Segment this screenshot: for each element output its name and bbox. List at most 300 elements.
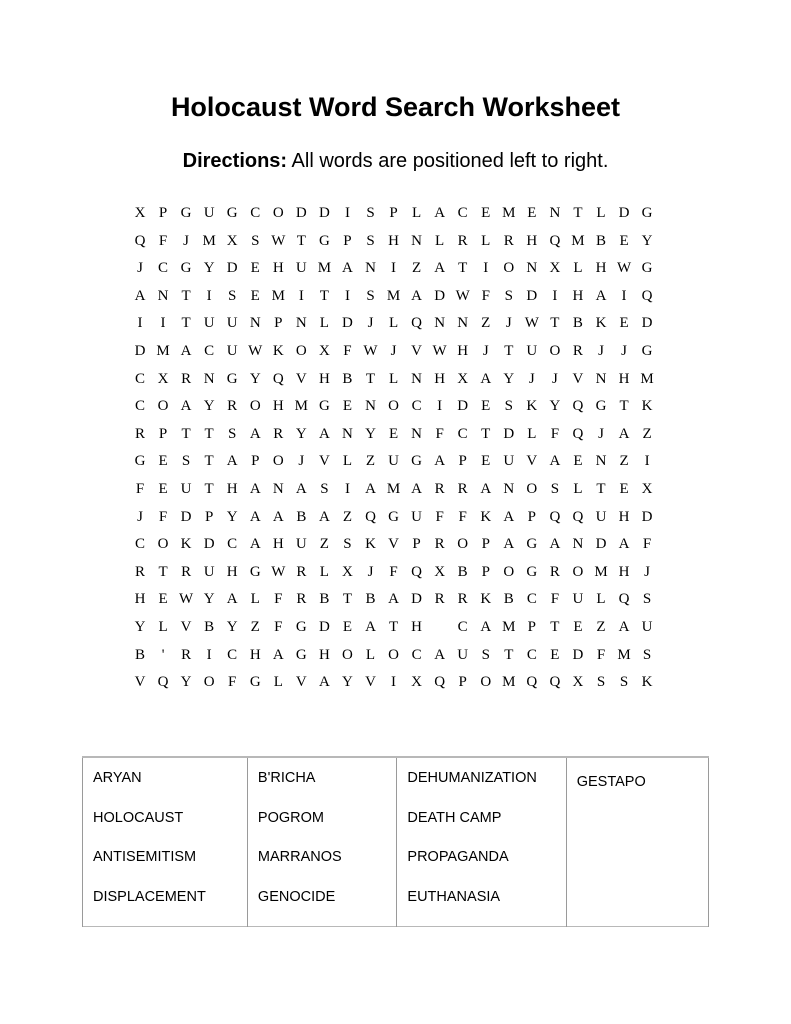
grid-letter: H	[457, 342, 469, 359]
grid-letter: I	[206, 646, 212, 663]
grid-letter: J	[528, 370, 535, 387]
grid-letter: H	[249, 646, 261, 663]
grid-letter: G	[249, 674, 261, 691]
grid-letter: N	[272, 480, 284, 497]
grid-letter: Q	[157, 674, 169, 691]
grid-letter: C	[134, 536, 145, 553]
grid-letter: F	[435, 508, 444, 525]
grid-letter: Y	[249, 370, 261, 387]
grid-letter: K	[180, 536, 192, 553]
grid-letter: R	[181, 370, 192, 387]
grid-letter: Q	[572, 508, 584, 525]
grid-letter: Q	[572, 398, 584, 415]
grid-letter: A	[342, 260, 353, 277]
grid-letter: E	[481, 205, 491, 221]
grid-letter: L	[573, 480, 583, 497]
grid-letter: F	[158, 508, 168, 525]
grid-letter: X	[134, 205, 146, 221]
grid-letter: U	[457, 646, 469, 663]
grid-letter: T	[342, 591, 353, 608]
grid-letter: Q	[134, 232, 146, 249]
grid-letter: Q	[365, 508, 376, 525]
grid-letter: R	[457, 232, 468, 249]
grid-letter: D	[526, 287, 538, 304]
grid-letter: T	[388, 618, 399, 635]
grid-letter: L	[388, 315, 399, 332]
grid-letter: I	[344, 480, 350, 497]
grid-letter: A	[180, 342, 192, 359]
grid-letter: A	[434, 453, 446, 470]
grid-letter: L	[365, 646, 376, 663]
grid-letter: X	[411, 674, 423, 691]
grid-letter: I	[344, 287, 350, 304]
grid-letter: A	[388, 591, 399, 608]
grid-letter: N	[365, 398, 376, 415]
word-bank-column-2	[247, 757, 396, 927]
grid-letter: I	[160, 315, 166, 332]
grid-row	[130, 397, 660, 425]
grid-letter: S	[366, 232, 375, 249]
grid-letter: G	[526, 563, 538, 580]
grid-letter: C	[411, 398, 422, 415]
grid-letter: D	[318, 618, 330, 635]
grid-letter: L	[319, 563, 329, 580]
grid-letter: O	[295, 342, 307, 359]
word-bank-column-1	[83, 757, 248, 927]
grid-letter: N	[595, 370, 607, 387]
grid-letter: M	[617, 646, 631, 663]
grid-letter: T	[296, 232, 306, 249]
grid-letter: C	[457, 425, 468, 442]
grid-letter: G	[249, 563, 261, 580]
grid-letter: N	[342, 425, 353, 442]
grid-letter: A	[226, 453, 238, 470]
grid-row	[130, 535, 660, 563]
grid-letter: O	[503, 563, 515, 580]
grid-letter: B	[503, 591, 514, 608]
grid-letter: X	[434, 563, 446, 580]
grid-letter: T	[573, 205, 583, 221]
grid-letter: Y	[641, 232, 653, 249]
grid-letter: C	[457, 618, 468, 635]
grid-letter: A	[618, 425, 630, 442]
grid-letter: E	[158, 591, 168, 608]
grid-letter: P	[204, 508, 214, 525]
grid-letter: E	[481, 398, 491, 415]
grid-letter: N	[595, 453, 607, 470]
grid-letter: A	[295, 480, 307, 497]
word-bank-item: HOLOCAUST	[93, 809, 184, 826]
grid-letter: Q	[526, 674, 538, 691]
grid-letter: E	[619, 232, 629, 249]
grid-letter: P	[412, 536, 421, 553]
grid-letter: I	[298, 287, 304, 304]
grid-letter: P	[481, 563, 490, 580]
grid-letter: D	[318, 205, 330, 221]
grid-letter: N	[249, 315, 261, 332]
grid-letter: L	[596, 591, 606, 608]
grid-letter: L	[250, 591, 260, 608]
grid-row	[130, 425, 660, 453]
grid-letter: O	[526, 480, 538, 497]
page-title: Holocaust Word Search Worksheet	[170, 92, 621, 122]
word-bank-item: EUTHANASIA	[407, 888, 501, 905]
grid-letter: K	[595, 315, 607, 332]
grid-letter: K	[641, 674, 653, 691]
grid-letter: E	[342, 398, 353, 415]
grid-letter: H	[272, 398, 284, 415]
grid-letter: U	[503, 453, 515, 470]
grid-letter: C	[411, 646, 422, 663]
grid-letter: E	[573, 453, 583, 470]
grid-row	[130, 480, 660, 508]
grid-letter: V	[134, 674, 146, 691]
grid-letter: L	[435, 232, 445, 249]
grid-letter: L	[596, 205, 606, 221]
grid-letter: Y	[226, 618, 238, 635]
grid-letter: B	[457, 563, 468, 580]
grid-letter: Q	[549, 508, 561, 525]
grid-letter: I	[137, 315, 143, 332]
grid-letter: D	[572, 646, 584, 663]
grid-letter: A	[318, 508, 330, 525]
grid-letter: U	[641, 618, 653, 635]
grid-letter: B	[572, 315, 583, 332]
grid-letter: H	[618, 563, 630, 580]
grid-letter: Z	[481, 315, 491, 332]
grid-letter: C	[134, 398, 145, 415]
grid-row	[130, 452, 660, 480]
grid-letter: E	[573, 618, 583, 635]
grid-letter: L	[319, 315, 329, 332]
grid-letter: S	[343, 536, 352, 553]
grid-letter: C	[227, 536, 238, 553]
grid-letter: U	[295, 536, 307, 553]
grid-letter: G	[226, 205, 238, 221]
grid-letter: A	[249, 425, 261, 442]
grid-letter: T	[596, 480, 606, 497]
grid-letter: U	[203, 563, 215, 580]
grid-letter: H	[526, 232, 538, 249]
grid-letter: A	[411, 287, 423, 304]
grid-letter: A	[318, 425, 330, 442]
grid-letter: N	[295, 315, 307, 332]
grid-row	[130, 673, 660, 701]
grid-letter: Z	[319, 536, 329, 553]
grid-row	[130, 508, 660, 536]
grid-letter: Q	[641, 287, 653, 304]
grid-letter: Y	[203, 398, 215, 415]
grid-letter: D	[503, 425, 515, 442]
grid-letter: R	[134, 425, 145, 442]
grid-letter: J	[390, 342, 397, 359]
grid-letter: R	[503, 232, 514, 249]
grid-letter: W	[524, 315, 539, 332]
grid-letter: Q	[411, 563, 423, 580]
grid-letter: G	[226, 370, 238, 387]
grid-letter: U	[295, 260, 307, 277]
grid-letter: M	[640, 370, 654, 387]
directions	[0, 150, 791, 173]
grid-letter: U	[226, 315, 238, 332]
grid-letter: O	[272, 205, 284, 221]
grid-letter: L	[527, 425, 537, 442]
grid-letter: H	[572, 287, 584, 304]
grid-letter: R	[227, 398, 238, 415]
grid-letter: E	[481, 453, 491, 470]
grid-letter: X	[641, 480, 653, 497]
grid-letter: S	[366, 287, 375, 304]
grid-letter: G	[318, 398, 330, 415]
grid-row	[130, 370, 660, 398]
grid-letter: V	[526, 453, 538, 470]
grid-letter: R	[572, 342, 583, 359]
grid-letter: R	[434, 591, 445, 608]
grid-letter: H	[318, 646, 330, 663]
grid-letter: T	[158, 563, 168, 580]
grid-letter: F	[642, 536, 652, 553]
grid-letter: Z	[619, 453, 629, 470]
grid-letter: R	[457, 480, 468, 497]
grid-letter: F	[596, 646, 606, 663]
grid-letter: Z	[596, 618, 606, 635]
grid-letter: A	[134, 287, 146, 304]
grid-letter: J	[298, 453, 305, 470]
grid-letter: G	[595, 398, 607, 415]
word-bank-item: DEHUMANIZATION	[407, 770, 537, 786]
grid-letter: L	[158, 618, 168, 635]
grid-letter: Y	[549, 398, 561, 415]
grid-letter: R	[181, 646, 192, 663]
grid-letter: P	[158, 205, 168, 221]
grid-letter: M	[156, 342, 170, 359]
grid-letter: O	[203, 674, 215, 691]
grid-letter: N	[411, 425, 423, 442]
grid-letter: Y	[295, 425, 307, 442]
grid-letter: X	[157, 370, 169, 387]
grid-letter: T	[319, 287, 329, 304]
word-bank-item: ANTISEMITISM	[93, 849, 197, 865]
grid-letter: S	[619, 674, 629, 691]
grid-letter: T	[504, 646, 514, 663]
grid-letter: G	[641, 205, 653, 221]
grid-letter: A	[480, 370, 492, 387]
grid-letter: G	[388, 508, 399, 525]
grid-letter: K	[641, 398, 653, 415]
grid-letter: Q	[572, 425, 584, 442]
grid-letter: M	[594, 563, 608, 580]
grid-letter: M	[386, 480, 401, 497]
grid-letter: Q	[549, 674, 561, 691]
grid-letter: Q	[411, 315, 423, 332]
grid-letter: P	[481, 536, 490, 553]
grid-letter: K	[272, 342, 284, 359]
grid-letter: L	[573, 260, 583, 277]
grid-letter: A	[180, 398, 192, 415]
grid-letter: T	[204, 453, 214, 470]
grid-letter: G	[180, 205, 192, 221]
grid-letter: U	[180, 480, 192, 497]
grid-letter: U	[526, 342, 538, 359]
grid-letter: P	[274, 315, 283, 332]
grid-letter: H	[618, 370, 630, 387]
directions-label: Directions:	[182, 150, 288, 172]
grid-letter: O	[342, 646, 353, 663]
grid-letter: A	[618, 536, 630, 553]
grid-letter: D	[203, 536, 215, 553]
grid-letter: H	[226, 480, 238, 497]
grid-letter: G	[295, 618, 307, 635]
grid-letter: T	[181, 287, 191, 304]
grid-letter: S	[642, 591, 652, 608]
word-bank-item: DEATH CAMP	[407, 809, 502, 826]
grid-letter: X	[572, 674, 584, 691]
grid-letter: M	[202, 232, 216, 249]
grid-letter: E	[550, 646, 560, 663]
grid-letter: F	[550, 425, 560, 442]
grid-letter: V	[295, 370, 307, 387]
grid-letter: A	[480, 480, 492, 497]
grid-letter: D	[342, 315, 353, 332]
grid-letter: R	[549, 563, 560, 580]
grid-letter: H	[388, 232, 399, 249]
grid-letter: F	[135, 480, 145, 497]
grid-letter: I	[344, 205, 350, 221]
grid-letter: Z	[642, 425, 652, 442]
grid-letter: I	[483, 260, 489, 277]
grid-letter: C	[526, 646, 537, 663]
grid-letter: J	[482, 342, 489, 359]
grid-letter: G	[180, 260, 192, 277]
grid-letter: M	[271, 287, 285, 304]
grid-letter: M	[571, 232, 585, 249]
word-bank-column-3	[397, 757, 566, 927]
grid-letter: G	[526, 536, 538, 553]
grid-letter: N	[203, 370, 215, 387]
grid-letter: Z	[250, 618, 260, 635]
grid-letter: T	[204, 425, 214, 442]
grid-letter: C	[250, 205, 261, 221]
grid-letter: O	[503, 260, 515, 277]
grid-letter: R	[434, 536, 445, 553]
grid-row	[130, 259, 660, 287]
grid-letter: A	[618, 618, 630, 635]
grid-letter: V	[365, 674, 376, 691]
grid-letter: K	[480, 508, 492, 525]
grid-letter: P	[527, 508, 537, 525]
grid-letter: N	[457, 315, 469, 332]
grid-letter: D	[457, 398, 469, 415]
grid-letter: W	[616, 260, 632, 277]
grid-letter: O	[388, 398, 399, 415]
grid-letter: O	[457, 536, 469, 553]
grid-letter: C	[457, 205, 468, 221]
grid-letter: M	[317, 260, 332, 277]
grid-letter: E	[388, 425, 399, 442]
grid-letter: P	[389, 205, 398, 221]
grid-letter: T	[504, 342, 514, 359]
grid-letter: Z	[342, 508, 353, 525]
grid-row	[130, 232, 660, 260]
grid-letter: Y	[503, 370, 515, 387]
grid-letter: O	[249, 398, 261, 415]
grid-letter: A	[249, 480, 261, 497]
grid-letter: L	[342, 453, 353, 470]
grid-letter: F	[343, 342, 352, 359]
grid-letter: X	[457, 370, 469, 387]
grid-letter: B	[134, 646, 145, 663]
grid-letter: A	[226, 591, 238, 608]
grid-letter: Y	[180, 674, 192, 691]
grid-letter: J	[367, 563, 374, 580]
grid-letter: L	[481, 232, 491, 249]
grid-letter: O	[549, 342, 561, 359]
grid-letter: T	[550, 315, 560, 332]
grid-letter: W	[271, 232, 286, 249]
grid-letter: I	[552, 287, 558, 304]
grid-letter: H	[134, 591, 146, 608]
grid-letter: G	[641, 260, 653, 277]
grid-letter: V	[572, 370, 584, 387]
grid-letter: E	[342, 618, 353, 635]
grid-letter: Y	[203, 591, 215, 608]
grid-letter: E	[158, 453, 168, 470]
grid-row	[130, 646, 660, 674]
grid-letter: F	[274, 618, 283, 635]
word-bank-item: GENOCIDE	[257, 888, 336, 905]
grid-letter: H	[618, 508, 630, 525]
grid-letter: H	[434, 370, 446, 387]
grid-letter: F	[389, 563, 398, 580]
grid-letter: Y	[203, 260, 215, 277]
grid-letter: J	[505, 315, 512, 332]
grid-letter: P	[343, 232, 352, 249]
grid-letter: G	[295, 646, 307, 663]
grid-letter: R	[296, 563, 307, 580]
grid-letter: D	[226, 260, 238, 277]
grid-letter: W	[248, 342, 263, 359]
letter-grid	[130, 204, 660, 701]
grid-letter: N	[157, 287, 169, 304]
grid-letter: L	[273, 674, 283, 691]
grid-letter: E	[250, 260, 260, 277]
grid-letter: W	[455, 287, 470, 304]
grid-letter: V	[388, 536, 399, 553]
grid-letter: M	[386, 287, 401, 304]
grid-letter: P	[158, 425, 168, 442]
grid-letter: Q	[272, 370, 284, 387]
grid-letter: J	[137, 508, 143, 525]
grid-letter: D	[595, 536, 607, 553]
grid-letter: E	[158, 480, 168, 497]
grid-letter: N	[549, 205, 561, 221]
grid-letter: F	[458, 508, 467, 525]
grid-letter: R	[434, 480, 445, 497]
grid-letter: M	[294, 398, 309, 415]
grid-letter: S	[366, 205, 375, 221]
grid-letter: V	[295, 674, 307, 691]
grid-letter: Y	[134, 618, 146, 635]
grid-letter: F	[435, 425, 444, 442]
grid-letter: U	[595, 508, 607, 525]
grid-row	[130, 204, 660, 232]
grid-letter: R	[181, 563, 192, 580]
grid-letter: H	[595, 260, 607, 277]
grid-letter: Y	[365, 425, 376, 442]
grid-letter: N	[365, 260, 376, 277]
grid-letter: J	[621, 342, 627, 359]
grid-letter: F	[550, 591, 560, 608]
